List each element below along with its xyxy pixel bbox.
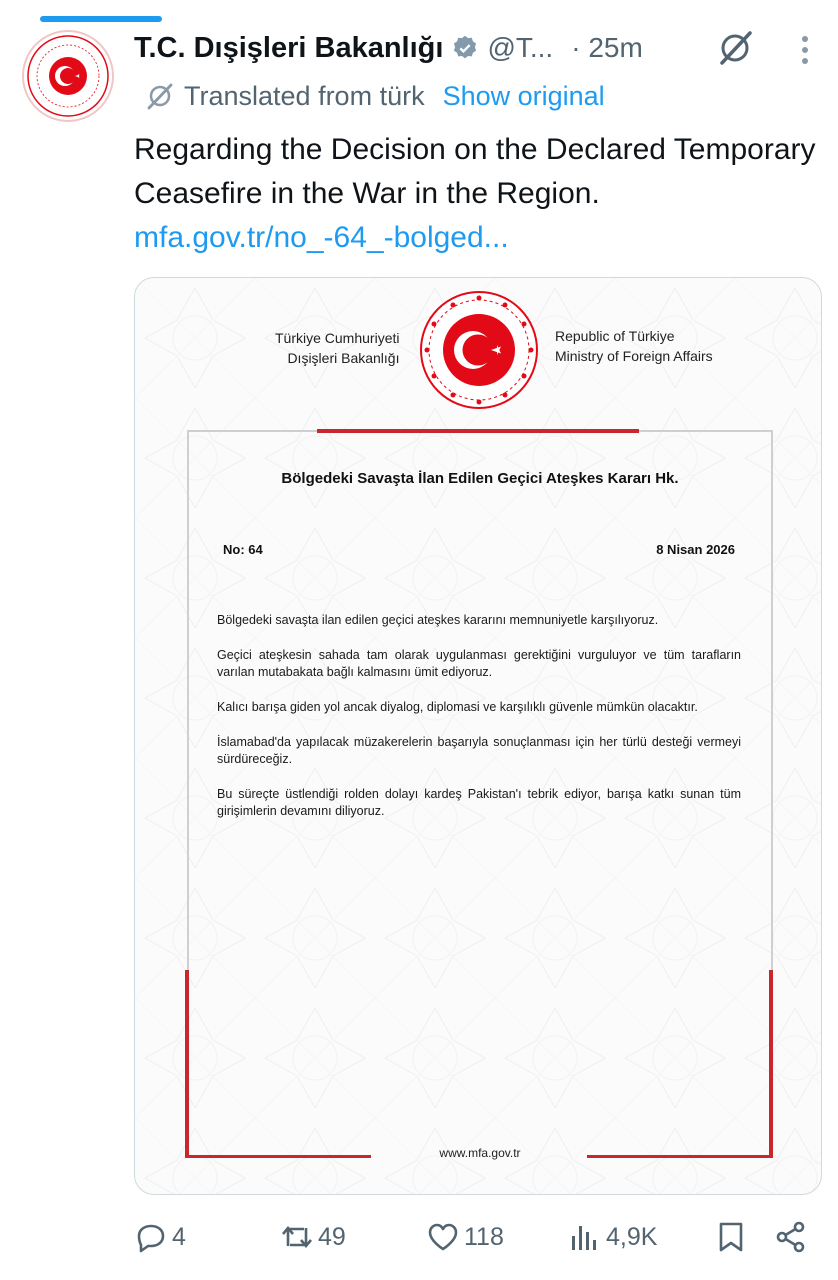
doc-number: No: 64 — [223, 542, 263, 557]
share-button[interactable] — [774, 1212, 808, 1262]
profile-avatar[interactable] — [22, 30, 114, 122]
doc-header-right-line1: Republic of Türkiye — [555, 328, 675, 344]
view-count: 4,9K — [606, 1222, 658, 1251]
display-name[interactable]: T.C. Dışişleri Bakanlığı — [134, 31, 444, 64]
show-original-link[interactable]: Show original — [442, 80, 605, 111]
reply-icon — [134, 1220, 168, 1254]
top-indicator-bar — [40, 16, 162, 22]
share-icon — [774, 1220, 808, 1254]
repost-button[interactable] — [280, 1212, 346, 1262]
attached-document-image[interactable] — [134, 277, 822, 1195]
repost-icon — [280, 1220, 314, 1254]
doc-header-right-line2: Ministry of Foreign Affairs — [555, 348, 713, 364]
reply-button[interactable] — [134, 1212, 186, 1262]
mfa-emblem-icon — [417, 288, 541, 412]
doc-body — [217, 612, 741, 838]
like-count: 118 — [464, 1222, 504, 1251]
doc-title: Bölgedeki Savaşta İlan Edilen Geçici Ateşkes Kararı Hk. — [281, 470, 679, 487]
translate-icon — [146, 82, 174, 110]
translation-bar — [146, 78, 605, 114]
doc-footer-url: www.mfa.gov.tr — [439, 1146, 521, 1160]
post-timestamp[interactable]: · 25m — [571, 32, 643, 63]
doc-header-turkish — [275, 328, 399, 368]
user-handle[interactable]: @T... — [487, 32, 554, 63]
post-action-bar — [0, 1212, 838, 1262]
doc-paragraph: Bölgedeki savaşta ilan edilen geçici ateşkes kararını memnuniyetle karşılıyoruz. — [217, 613, 659, 627]
post-header — [134, 28, 643, 68]
doc-frame-left-red-accent — [185, 970, 189, 1158]
heart-icon — [426, 1220, 460, 1254]
doc-header-left-line1: Türkiye Cumhuriyeti — [275, 330, 400, 346]
doc-header-left-line2: Dışişleri Bakanlığı — [287, 350, 400, 366]
repost-count: 49 — [318, 1222, 346, 1251]
post-text: Regarding the Decision on the Declared Temporary Ceasefire in the War in the Region. — [134, 133, 816, 210]
mfa-emblem-avatar — [26, 34, 110, 118]
verified-badge-icon — [451, 34, 479, 62]
views-icon — [568, 1220, 602, 1254]
reply-count: 4 — [172, 1222, 186, 1251]
doc-frame-left-border — [187, 430, 189, 970]
doc-frame-top-red-accent — [317, 429, 639, 433]
like-button[interactable] — [426, 1212, 504, 1262]
doc-paragraph: Kalıcı barışa giden yol ancak diyalog, diplomasi ve karşılıklı güvenle mümkün olacaktır. — [217, 700, 698, 714]
bookmark-button[interactable] — [714, 1212, 748, 1262]
translation-note: Translated from türk — [184, 80, 425, 111]
doc-frame-right-border — [771, 430, 773, 970]
doc-frame-right-red-accent — [769, 970, 773, 1158]
views-button[interactable] — [568, 1212, 657, 1262]
more-dots-icon[interactable] — [790, 32, 820, 68]
doc-date: 8 Nisan 2026 — [656, 542, 735, 557]
bookmark-icon — [714, 1220, 748, 1254]
doc-paragraph: Geçici ateşkesin sahada tam olarak uygulanması gerektiğini vurguluyor ve tüm tarafların varılan mutabakata bağlı kalmasını ümit ediyoruz. — [217, 648, 741, 679]
doc-paragraph: Bu süreçte üstlendiği rolden dolayı kardeş Pakistan'ı tebrik ediyor, barışa katkı sunan tüm girişimlerin devamını diliyoruz. — [217, 787, 741, 818]
grok-icon[interactable] — [716, 30, 756, 66]
post-link[interactable]: mfa.gov.tr/no_-64_-bolged... — [134, 221, 509, 254]
doc-paragraph: İslamabad'da yapılacak müzakerelerin başarıyla sonuçlanması için her türlü desteği vermeyi sürdüreceğiz. — [217, 735, 741, 766]
doc-header-english — [555, 326, 713, 366]
